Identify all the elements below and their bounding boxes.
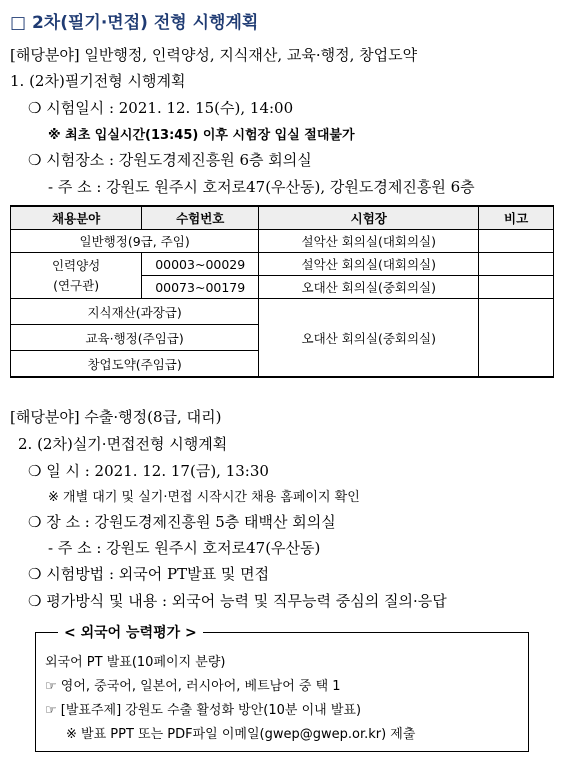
cell-remark [479,253,554,276]
cell-field: 일반행정(9급, 주임) [11,230,259,253]
exam-schedule-table [10,205,554,378]
header-place: 시험장 [259,206,479,230]
box-line-topic: ☞ [발표주제] 강원도 수출 활성화 방안(10분 이내 발표) [45,703,362,718]
box-line-languages: ☞ 영어, 중국어, 일본어, 러시아어, 베트남어 중 택 1 [45,679,341,694]
entry-time-note: ※ 최초 입실시간(13:45) 이후 시험장 입실 절대불가 [48,128,355,143]
cell-remark [479,276,554,299]
field-line-2: [해당분야] 수출·행정(8급, 대리) [10,408,222,426]
foreign-language-box-label: < 외국어 능력평가 > [58,622,203,642]
field-line-1: [해당분야] 일반행정, 인력양성, 지식재산, 교육·행정, 창업도약 [10,46,418,64]
cell-field: 교육·행정(주임급) [11,325,259,351]
cell-number: 00073~00179 [142,276,259,299]
table-row [11,299,554,325]
interview-date-line: ❍ 일 시 : 2021. 12. 17(금), 13:30 [28,462,269,480]
heading-written-exam: 1. (2차)필기전형 시행계획 [10,72,186,90]
interview-place-line: ❍ 장 소 : 강원도경제진흥원 5층 태백산 회의실 [28,513,336,531]
cell-remark [479,230,554,253]
exam-address-line: - 주 소 : 강원도 원주시 호저로47(우산동), 강원도경제진흥원 6층 [48,178,475,196]
box-line-pt: 외국어 PT 발표(10페이지 분량) [45,655,226,670]
page-title: □ 2차(필기·면접) 전형 시행계획 [10,13,259,33]
cell-field: 인력양성 (연구관) [11,253,142,299]
cell-place: 설악산 회의실(대회의실) [259,230,479,253]
exam-method-line: ❍ 시험방법 : 외국어 PT발표 및 면접 [28,565,270,583]
exam-place-line: ❍ 시험장소 : 강원도경제진흥원 6층 회의실 [28,151,312,169]
cell-remark [479,299,554,378]
header-field: 채용분야 [11,206,142,230]
heading-practical-exam: 2. (2차)실기·면접전형 시행계획 [18,435,228,453]
table-row [11,253,554,276]
interview-address-line: - 주 소 : 강원도 원주시 호저로47(우산동) [48,539,321,557]
cell-place: 설악산 회의실(대회의실) [259,253,479,276]
cell-place: 오대산 회의실(중회의실) [259,276,479,299]
cell-field: 창업도약(주임급) [11,351,259,378]
evaluation-line: ❍ 평가방식 및 내용 : 외국어 능력 및 직무능력 중심의 질의·응답 [28,592,447,610]
box-line-submission: ※ 발표 PPT 또는 PDF파일 이메일(gwep@gwep.or.kr) 제출 [66,727,416,742]
table-row [11,230,554,253]
exam-date-line: ❍ 시험일시 : 2021. 12. 15(수), 14:00 [28,99,294,117]
cell-place-merged: 오대산 회의실(중회의실) [259,299,479,378]
table-header-row [11,206,554,230]
interview-time-note: ※ 개별 대기 및 실기·면접 시작시간 채용 홈페이지 확인 [48,490,360,505]
cell-field: 지식재산(과장급) [11,299,259,325]
header-number: 수험번호 [142,206,259,230]
cell-number: 00003~00029 [142,253,259,276]
header-remark: 비고 [479,206,554,230]
